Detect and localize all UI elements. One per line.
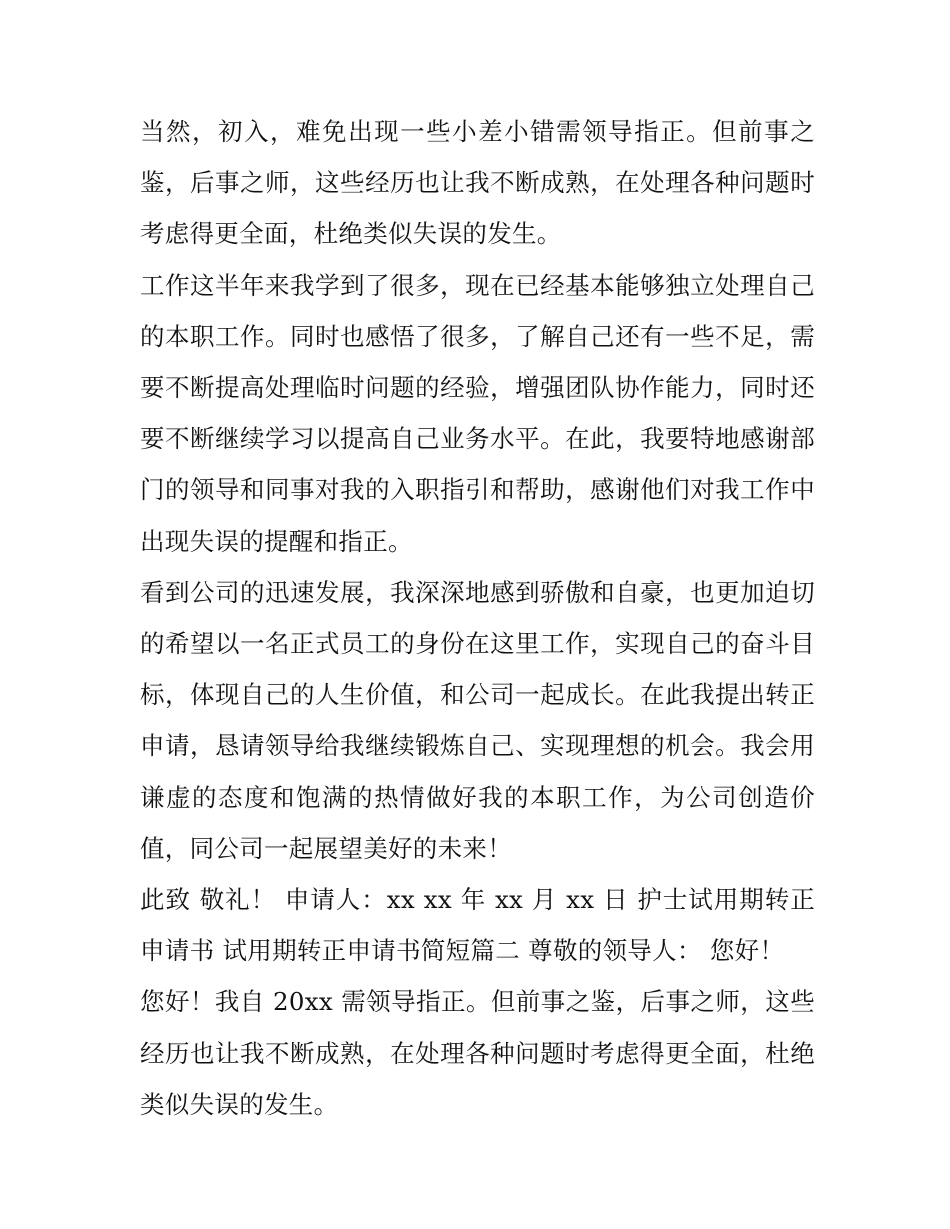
- paragraph-4: 此致 敬礼！ 申请人：xx xx 年 xx 月 xx 日 护士试用期转正申请书 试用期转正申请书简短篇二 尊敬的领导人： 您好！: [140, 885, 815, 966]
- paragraph-1: 当然，初入，难免出现一些小差小错需领导指正。但前事之鉴，后事之师，这些经历也让我不断成熟，在处理各种问题时考虑得更全面，杜绝类似失误的发生。: [140, 117, 815, 249]
- document-body: [140, 106, 815, 1130]
- paragraph-3: 看到公司的迅速发展，我深深地感到骄傲和自豪，也更加迫切的希望以一名正式员工的身份在这里工作，实现自己的奋斗目标，体现自己的人生价值，和公司一起成长。在此我提出转正申请，恳请领导给我继续锻炼自己、实现理想的机会。我会用谦虚的态度和饱满的热情做好我的本职工作，为公司创造价值，同公司一起展望美好的未来！: [140, 577, 815, 863]
- paragraph-5: 您好！我自 20xx 需领导指正。但前事之鉴，后事之师，这些经历也让我不断成熟，在处理各种问题时考虑得更全面，杜绝类似失误的发生。: [140, 987, 815, 1119]
- paragraph-2: 工作这半年来我学到了很多，现在已经基本能够独立处理自己的本职工作。同时也感悟了很多，了解自己还有一些不足，需要不断提高处理临时问题的经验，增强团队协作能力，同时还要不断继续学习以提高自己业务水平。在此，我要特地感谢部门的领导和同事对我的入职指引和帮助，感谢他们对我工作中出现失误的提醒和指正。: [140, 270, 815, 556]
